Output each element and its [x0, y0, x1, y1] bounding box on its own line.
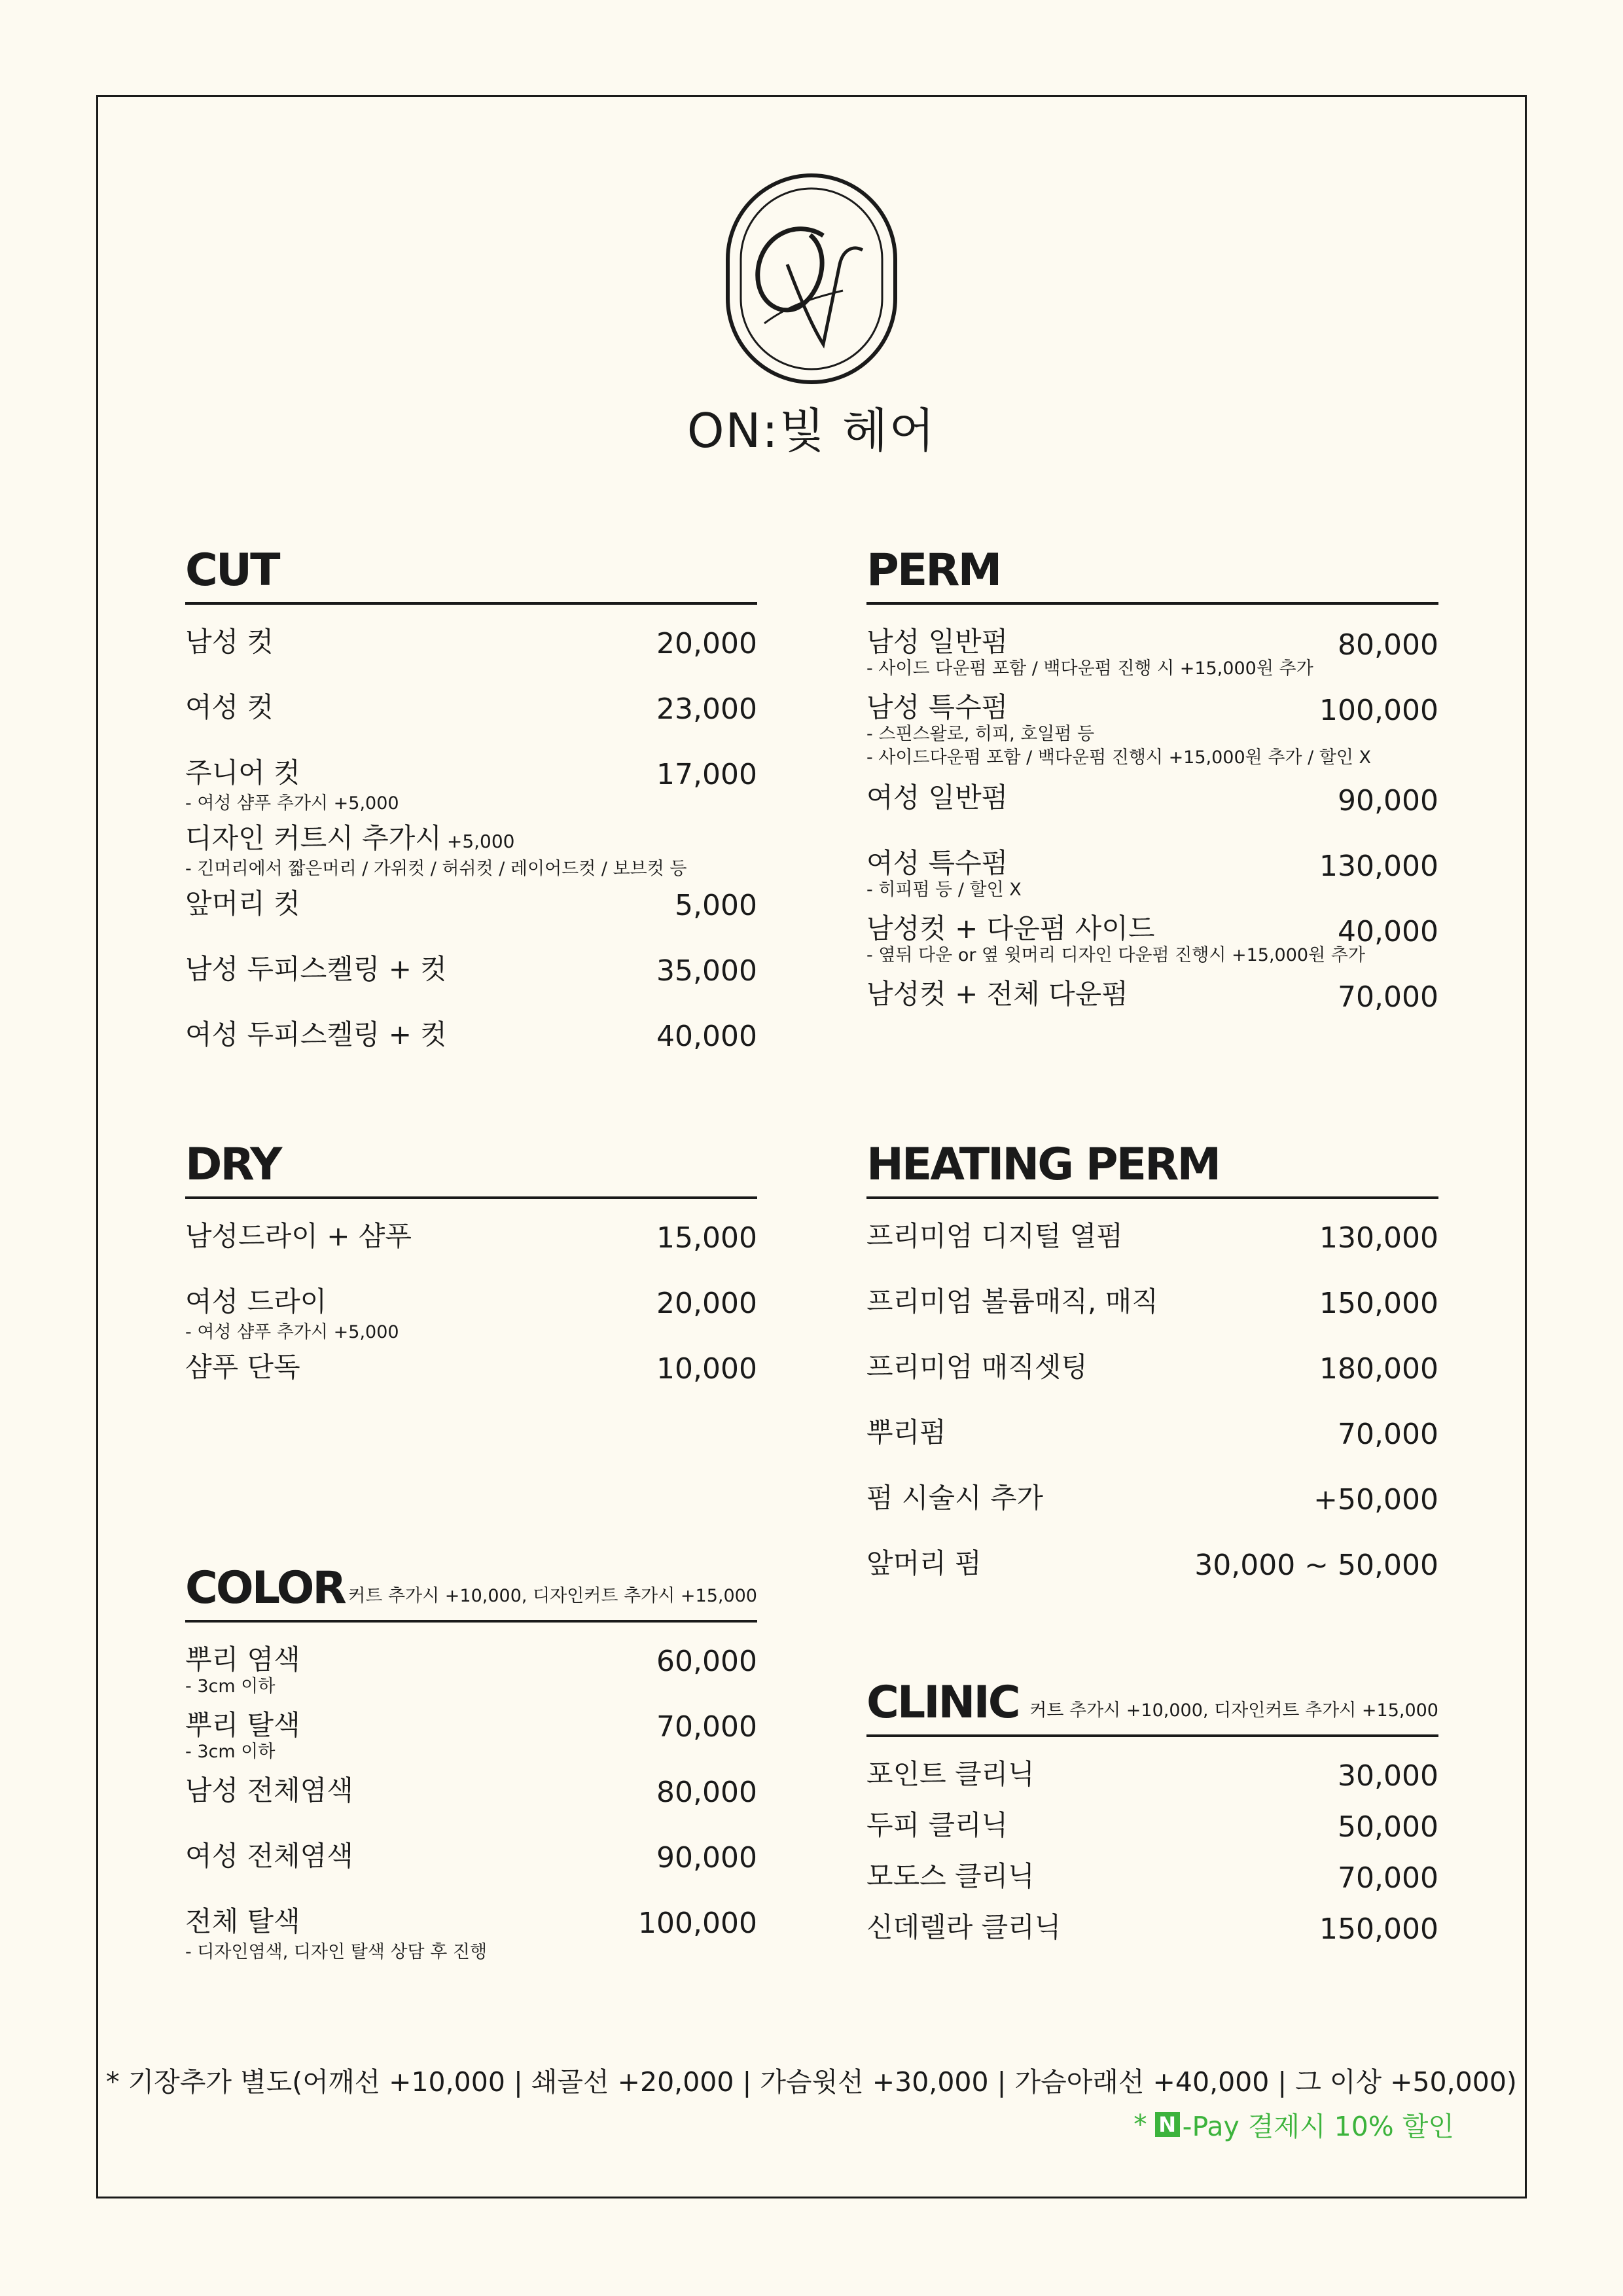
menu-item: [185, 819, 757, 885]
item-list: [185, 1623, 757, 1968]
item-price: 70,000: [1338, 1861, 1438, 1895]
section-title: PERM: [866, 545, 1001, 596]
item-list: [185, 1199, 757, 1414]
section-header: [866, 530, 1438, 605]
item-name: 남성컷 + 전체 다운펌: [866, 978, 1128, 1010]
npay-logo-icon: N: [1155, 2112, 1180, 2137]
menu-item: [185, 1706, 757, 1772]
item-name: 뿌리펌: [866, 1416, 946, 1448]
menu-item: [185, 885, 757, 950]
item-price: 180,000: [1319, 1352, 1438, 1386]
item-name: 여성 특수펌: [866, 847, 1008, 879]
section-header: [866, 1662, 1438, 1737]
length-surcharge-note: * 기장추가 별도(어깨선 +10,000 | 쇄골선 +20,000 | 가슴윗선 +30,000 | 가슴아래선 +40,000 | 그 이상 +50,000): [106, 2066, 1517, 2098]
item-name: 여성 두피스켈링 + 컷: [185, 1018, 447, 1050]
item-price: 17,000: [656, 758, 757, 791]
item-price: 10,000: [656, 1352, 757, 1386]
item-note: - 여성 샴푸 추가시 +5,000: [185, 1322, 399, 1342]
item-price: 23,000: [656, 692, 757, 726]
item-price: 100,000: [638, 1907, 757, 1940]
item-note: - 스핀스왈로, 히피, 호일펌 등: [866, 724, 1095, 744]
menu-item: [866, 623, 1438, 689]
item-name: 프리미엄 디지털 열펌: [866, 1220, 1123, 1252]
item-name-text: 디자인 커트시 추가시: [185, 822, 442, 854]
menu-item: [866, 1755, 1438, 1806]
menu-item: [185, 1772, 757, 1837]
item-name: 신데렐라 클리닉: [866, 1911, 1061, 1943]
brand-name: ON:빛 헤어: [687, 403, 936, 458]
menu-item: [185, 950, 757, 1016]
section-header: [185, 530, 757, 605]
item-price: 15,000: [656, 1221, 757, 1255]
item-price: 5,000: [675, 889, 757, 922]
menu-item: [185, 1016, 757, 1081]
item-extra-price: +5,000: [446, 831, 515, 852]
item-name: 남성 두피스켈링 + 컷: [185, 953, 447, 985]
item-price: 70,000: [656, 1710, 757, 1744]
section-note: 커트 추가시 +10,000, 디자인커트 추가시 +15,000: [348, 1586, 757, 1606]
item-name: 여성 전체염색: [185, 1840, 353, 1872]
menu-item: [866, 1545, 1438, 1610]
menu-item: [185, 1217, 757, 1283]
menu-item: [866, 910, 1438, 975]
item-name: 뿌리 탈색: [185, 1709, 300, 1741]
item-price: 60,000: [656, 1645, 757, 1678]
item-note: - 옆뒤 다운 or 옆 윗머리 디자인 다운펌 진행시 +15,000원 추가: [866, 945, 1365, 965]
item-note: - 사이드 다운펌 포함 / 백다운펌 진행 시 +15,000원 추가: [866, 658, 1313, 679]
section-title: HEATING PERM: [866, 1139, 1220, 1191]
menu-item: [866, 1217, 1438, 1283]
item-price: 80,000: [656, 1776, 757, 1809]
item-name: 남성 컷: [185, 626, 274, 658]
section-note: 커트 추가시 +10,000, 디자인커트 추가시 +15,000: [1029, 1700, 1438, 1721]
menu-item: [185, 754, 757, 819]
menu-item: [866, 975, 1438, 1041]
menu-item: [185, 623, 757, 689]
menu-item: [866, 779, 1438, 844]
item-name: 여성 컷: [185, 691, 274, 723]
item-price: 30,000: [1338, 1759, 1438, 1793]
item-price: 80,000: [1338, 628, 1438, 662]
menu-item: [866, 1348, 1438, 1414]
item-list: [866, 1199, 1438, 1610]
menu-item: [185, 689, 757, 754]
menu-item: [185, 1903, 757, 1968]
item-price: 50,000: [1338, 1810, 1438, 1844]
item-name: [185, 823, 514, 853]
item-price: 30,000 ~ 50,000: [1194, 1549, 1438, 1582]
item-name: 앞머리 펌: [866, 1547, 982, 1579]
item-name: 여성 일반펌: [866, 781, 1008, 814]
section-clinic: [866, 1662, 1438, 1960]
section-header: [185, 1124, 757, 1199]
item-price: 70,000: [1338, 980, 1438, 1014]
section-dry: [185, 1124, 757, 1414]
menu-item: [185, 1348, 757, 1414]
item-price: 70,000: [1338, 1418, 1438, 1451]
item-price: 90,000: [656, 1841, 757, 1874]
item-name: 두피 클리닉: [866, 1809, 1008, 1841]
item-name: 샴푸 단독: [185, 1351, 300, 1383]
item-note: - 3cm 이하: [185, 1676, 276, 1696]
item-price: 20,000: [656, 1287, 757, 1320]
section-perm: [866, 530, 1438, 1041]
menu-item: [185, 1283, 757, 1348]
menu-item: [866, 1283, 1438, 1348]
item-name: 남성 특수펌: [866, 691, 1008, 723]
item-name: 여성 드라이: [185, 1285, 327, 1318]
menu-item: [866, 1414, 1438, 1479]
item-name: 남성 전체염색: [185, 1774, 353, 1806]
section-title: CLINIC: [866, 1677, 1019, 1729]
item-name: 프리미엄 볼륨매직, 매직: [866, 1285, 1158, 1318]
item-name: 전체 탈색: [185, 1905, 300, 1937]
item-price: 130,000: [1319, 1221, 1438, 1255]
item-list: [185, 605, 757, 1081]
section-title: COLOR: [185, 1562, 345, 1614]
item-name: 프리미엄 매직셋팅: [866, 1351, 1088, 1383]
item-note: - 디자인염색, 디자인 탈색 상담 후 진행: [185, 1942, 488, 1962]
section-title: DRY: [185, 1139, 281, 1191]
item-price: 40,000: [656, 1020, 757, 1053]
section-heating-perm: [866, 1124, 1438, 1610]
menu-item: [185, 1837, 757, 1903]
section-title: CUT: [185, 545, 279, 596]
section-header: [185, 1548, 757, 1623]
item-price: 150,000: [1319, 1287, 1438, 1320]
menu-item: [866, 1909, 1438, 1960]
item-price: 100,000: [1319, 694, 1438, 727]
item-price: 130,000: [1319, 850, 1438, 883]
item-list: [866, 605, 1438, 1041]
section-cut: [185, 530, 757, 1081]
item-note: - 3cm 이하: [185, 1742, 276, 1762]
item-price: 40,000: [1338, 915, 1438, 948]
item-name: 모도스 클리닉: [866, 1860, 1035, 1892]
section-color: [185, 1548, 757, 1968]
item-price: +50,000: [1313, 1483, 1438, 1516]
npay-discount-text: -Pay 결제시 10% 할인: [1182, 2111, 1454, 2142]
item-note: - 긴머리에서 짧은머리 / 가위컷 / 허쉬컷 / 레이어드컷 / 보브컷 등: [185, 859, 687, 879]
item-list: [866, 1737, 1438, 1960]
brand-logo-emblem: [725, 173, 898, 385]
menu-item: [866, 1479, 1438, 1545]
item-name: 뿌리 염색: [185, 1643, 300, 1676]
item-note: - 여성 샴푸 추가시 +5,000: [185, 793, 399, 814]
item-name: 남성드라이 + 샴푸: [185, 1220, 412, 1252]
item-name: 포인트 클리닉: [866, 1758, 1035, 1790]
item-note: - 히피펌 등 / 할인 X: [866, 880, 1022, 900]
menu-item: [866, 844, 1438, 910]
npay-discount-note: [1133, 2105, 1454, 2144]
item-price: 20,000: [656, 627, 757, 660]
item-name: 남성컷 + 다운펌 사이드: [866, 912, 1155, 944]
menu-item: [866, 689, 1438, 779]
menu-item: [185, 1641, 757, 1706]
item-price: 150,000: [1319, 1912, 1438, 1946]
item-price: 35,000: [656, 954, 757, 988]
menu-item: [866, 1806, 1438, 1857]
section-header: [866, 1124, 1438, 1199]
item-price: 90,000: [1338, 784, 1438, 817]
item-note: - 사이드다운펌 포함 / 백다운펌 진행시 +15,000원 추가 / 할인 X: [866, 747, 1371, 768]
item-name: 앞머리 컷: [185, 888, 300, 920]
item-name: 펌 시술시 추가: [866, 1482, 1044, 1514]
npay-asterisk: *: [1133, 2108, 1147, 2140]
menu-item: [866, 1857, 1438, 1909]
item-name: 남성 일반펌: [866, 626, 1008, 658]
item-name: 주니어 컷: [185, 757, 300, 789]
